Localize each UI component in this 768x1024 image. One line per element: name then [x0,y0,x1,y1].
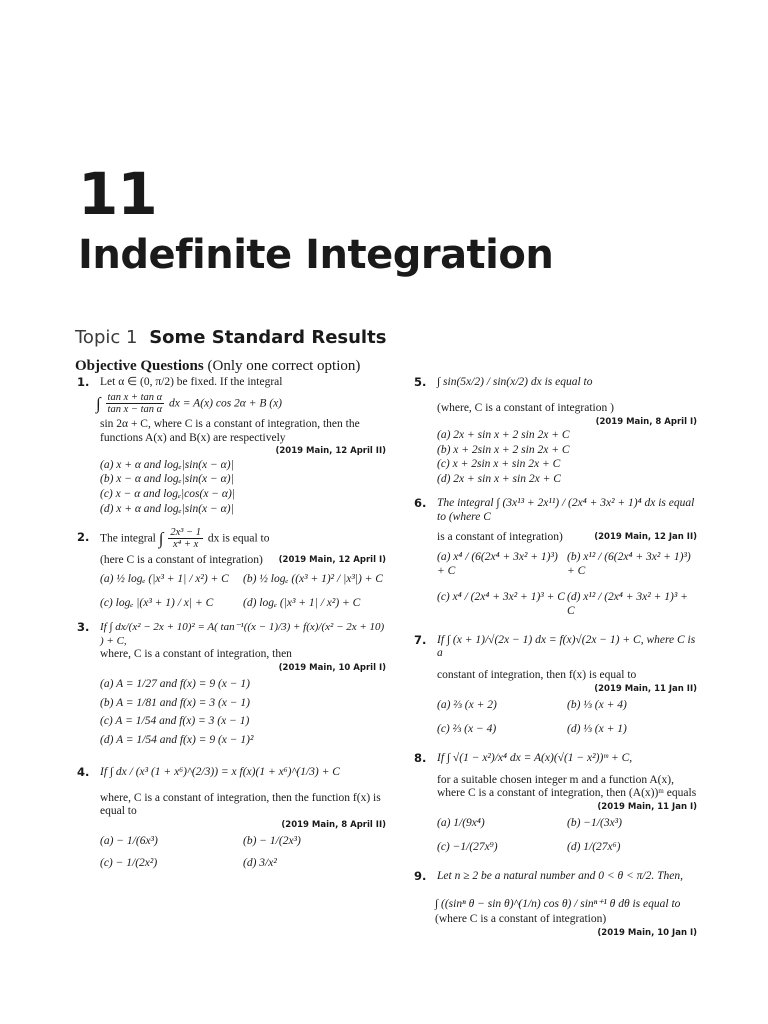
option-a: (a) x + α and logₑ|sin(x − α)| [100,458,234,471]
question-fraction [168,527,203,551]
question-integral: If ∫ dx / (x³ (1 + x⁶)^(2/3)) = x f(x)(1 + x⁶)^(1/3) + C [100,765,340,778]
right-column [415,364,697,948]
option-c: (c) x + 2sin x + sin 2x + C [437,458,561,471]
option-d: (d) ⅓ (x + 1) [567,722,627,735]
question-3 [78,621,386,748]
option-c: (c) logₑ |(x³ + 1) / x| + C [100,596,214,609]
question-text: Let n ≥ 2 be a natural number and 0 < θ < π/2. Then, [437,869,683,882]
question-5 [415,364,697,487]
option-b: (b) x¹² / (6(2x⁴ + 3x² + 1)³) + C [567,551,691,578]
option-d: (d) logₑ (|x³ + 1| / x²) + C [243,596,361,609]
option-c: (c) A = 1/54 and f(x) = 3 (x − 1) [100,715,250,728]
question-number: 5. [414,375,427,389]
question-continuation: for a suitable chosen integer m and a function A(x), where C is a constant of integration, then (A(x))ᵐ equals [437,773,697,800]
question-number: 2. [77,529,90,544]
source-tag: (2019 Main, 10 Jan I) [597,928,697,939]
option-d: (d) 1/(27x⁶) [567,841,621,854]
question-6 [415,497,697,620]
question-integral: If ∫ √(1 − x²)/x⁴ dx = A(x)(√(1 − x²))ᵐ + C, [437,751,633,764]
question-1 [78,376,386,517]
integral-sign: ∫ [96,393,101,413]
option-b: (b) x − α and logₑ|sin(x − α)| [100,473,234,486]
left-column [78,376,386,882]
question-7 [415,634,697,738]
source-tag: (2019 Main, 11 Jan I) [597,802,697,813]
question-fraction [106,392,165,416]
objective-label: Objective Questions [75,358,204,374]
source-tag: (2019 Main, 12 April II) [275,446,386,457]
option-a: (a) 2x + sin x + 2 sin 2x + C [437,428,570,441]
topic-heading [75,327,386,348]
option-d: (d) A = 1/54 and f(x) = 9 (x − 1)² [100,734,254,747]
question-rhs: dx = A(x) cos 2α + B (x) [169,397,282,410]
chapter-number: 11 [78,160,157,228]
question-8 [415,752,697,856]
question-note: (where, C is a constant of integration ) [437,401,614,414]
question-text: The integral [100,532,156,545]
option-c: (c) −1/(27x⁹) [437,841,498,854]
option-b: (b) A = 1/81 and f(x) = 3 (x − 1) [100,696,250,709]
question-text-after: dx is equal to [207,532,270,545]
question-continuation: is a constant of integration) [437,530,563,543]
fraction-denominator: tan x − tan α [107,404,163,416]
option-d: (d) 3/x² [243,857,277,870]
option-b: (b) −1/(3x³) [567,817,622,830]
question-continuation: constant of integration, then f(x) is equal to [437,669,637,682]
source-tag: (2019 Main, 8 April II) [281,820,386,831]
option-d: (d) x¹² / (2x⁴ + 3x² + 1)³ + C [567,590,688,617]
option-b: (b) − 1/(2x³) [243,835,301,848]
fraction-numerator: tan x + tan α [107,391,163,403]
question-number: 9. [414,868,427,883]
question-number: 1. [77,375,90,389]
question-9 [415,870,697,939]
chapter-title: Indefinite Integration [78,232,554,278]
question-number: 7. [414,632,427,647]
question-continuation: where, C is a constant of integration, then the function f(x) is equal to [100,791,381,818]
option-d: (d) x + α and logₑ|sin(x − α)| [100,503,234,516]
option-b: (b) ⅓ (x + 4) [567,699,627,712]
question-2 [78,527,386,611]
objective-note: (Only one correct option) [203,358,361,374]
option-d: (d) 2x + sin x + sin 2x + C [437,473,561,486]
fraction-denominator: x⁴ + x [172,539,199,551]
topic-name: Some Standard Results [149,327,387,348]
source-tag: (2019 Main, 10 April I) [278,662,386,673]
option-b: (b) ½ logₑ ((x³ + 1)² / |x³|) + C [243,572,383,585]
question-integral: If ∫ dx/(x² − 2x + 10)² = A( tan⁻¹((x − 1)/3) + f(x)/(x² − 2x + 10) ) + C, [100,621,385,647]
source-tag: (2019 Main, 11 Jan II) [594,683,697,694]
question-integral [100,527,386,551]
question-note: (where C is a constant of integration) [435,913,607,926]
source-tag: (2019 Main, 8 April I) [595,416,697,427]
question-number: 8. [414,750,427,765]
option-b: (b) x + 2sin x + 2 sin 2x + C [437,443,570,456]
topic-label: Topic 1 [75,327,138,348]
question-integral: ∫ ((sinⁿ θ − sin θ)^(1/n) cos θ) / sinⁿ⁺¹ θ dθ is equal to [435,897,681,910]
option-a: (a) 1/(9x⁴) [437,817,485,830]
question-number: 4. [77,764,90,779]
question-number: 3. [77,620,90,635]
source-tag: (2019 Main, 12 Jan II) [594,531,697,542]
objective-heading [75,358,360,375]
question-4 [78,766,386,872]
fraction-numerator: 2x³ − 1 [170,526,201,538]
option-c: (c) x − α and logₑ|cos(x − α)| [100,488,235,501]
option-a: (a) x⁴ / (6(2x⁴ + 3x² + 1)³) + C [437,551,558,578]
question-integral [96,392,386,416]
question-continuation: where, C is a constant of integration, then [100,647,292,660]
option-c: (c) ⅔ (x − 4) [437,722,497,735]
question-note: (here C is a constant of integration) [100,553,263,566]
question-integral: ∫ sin(5x/2) / sin(x/2) dx is equal to [437,376,593,388]
option-c: (c) x⁴ / (2x⁴ + 3x² + 1)³ + C [437,590,565,603]
question-continuation: sin 2α + C, where C is a constant of integration, then the functions A(x) and B(x) are respectively [100,417,360,444]
option-a: (a) ½ logₑ (|x³ + 1| / x²) + C [100,572,229,585]
question-number: 6. [414,495,427,510]
option-a: (a) ⅔ (x + 2) [437,699,497,712]
option-c: (c) − 1/(2x²) [100,857,158,870]
question-integral: If ∫ (x + 1)/√(2x − 1) dx = f(x)√(2x − 1) + C, where C is a [437,633,696,660]
question-integral: The integral ∫ (3x¹³ + 2x¹¹) / (2x⁴ + 3x² + 1)⁴ dx is equal to (where C [437,496,695,523]
question-text: Let α ∈ (0, π/2) be fixed. If the integral [100,376,283,388]
option-a: (a) − 1/(6x³) [100,835,158,848]
integral-sign: ∫ [158,528,164,548]
source-tag: (2019 Main, 12 April I) [278,554,386,565]
option-a: (a) A = 1/27 and f(x) = 9 (x − 1) [100,677,250,690]
